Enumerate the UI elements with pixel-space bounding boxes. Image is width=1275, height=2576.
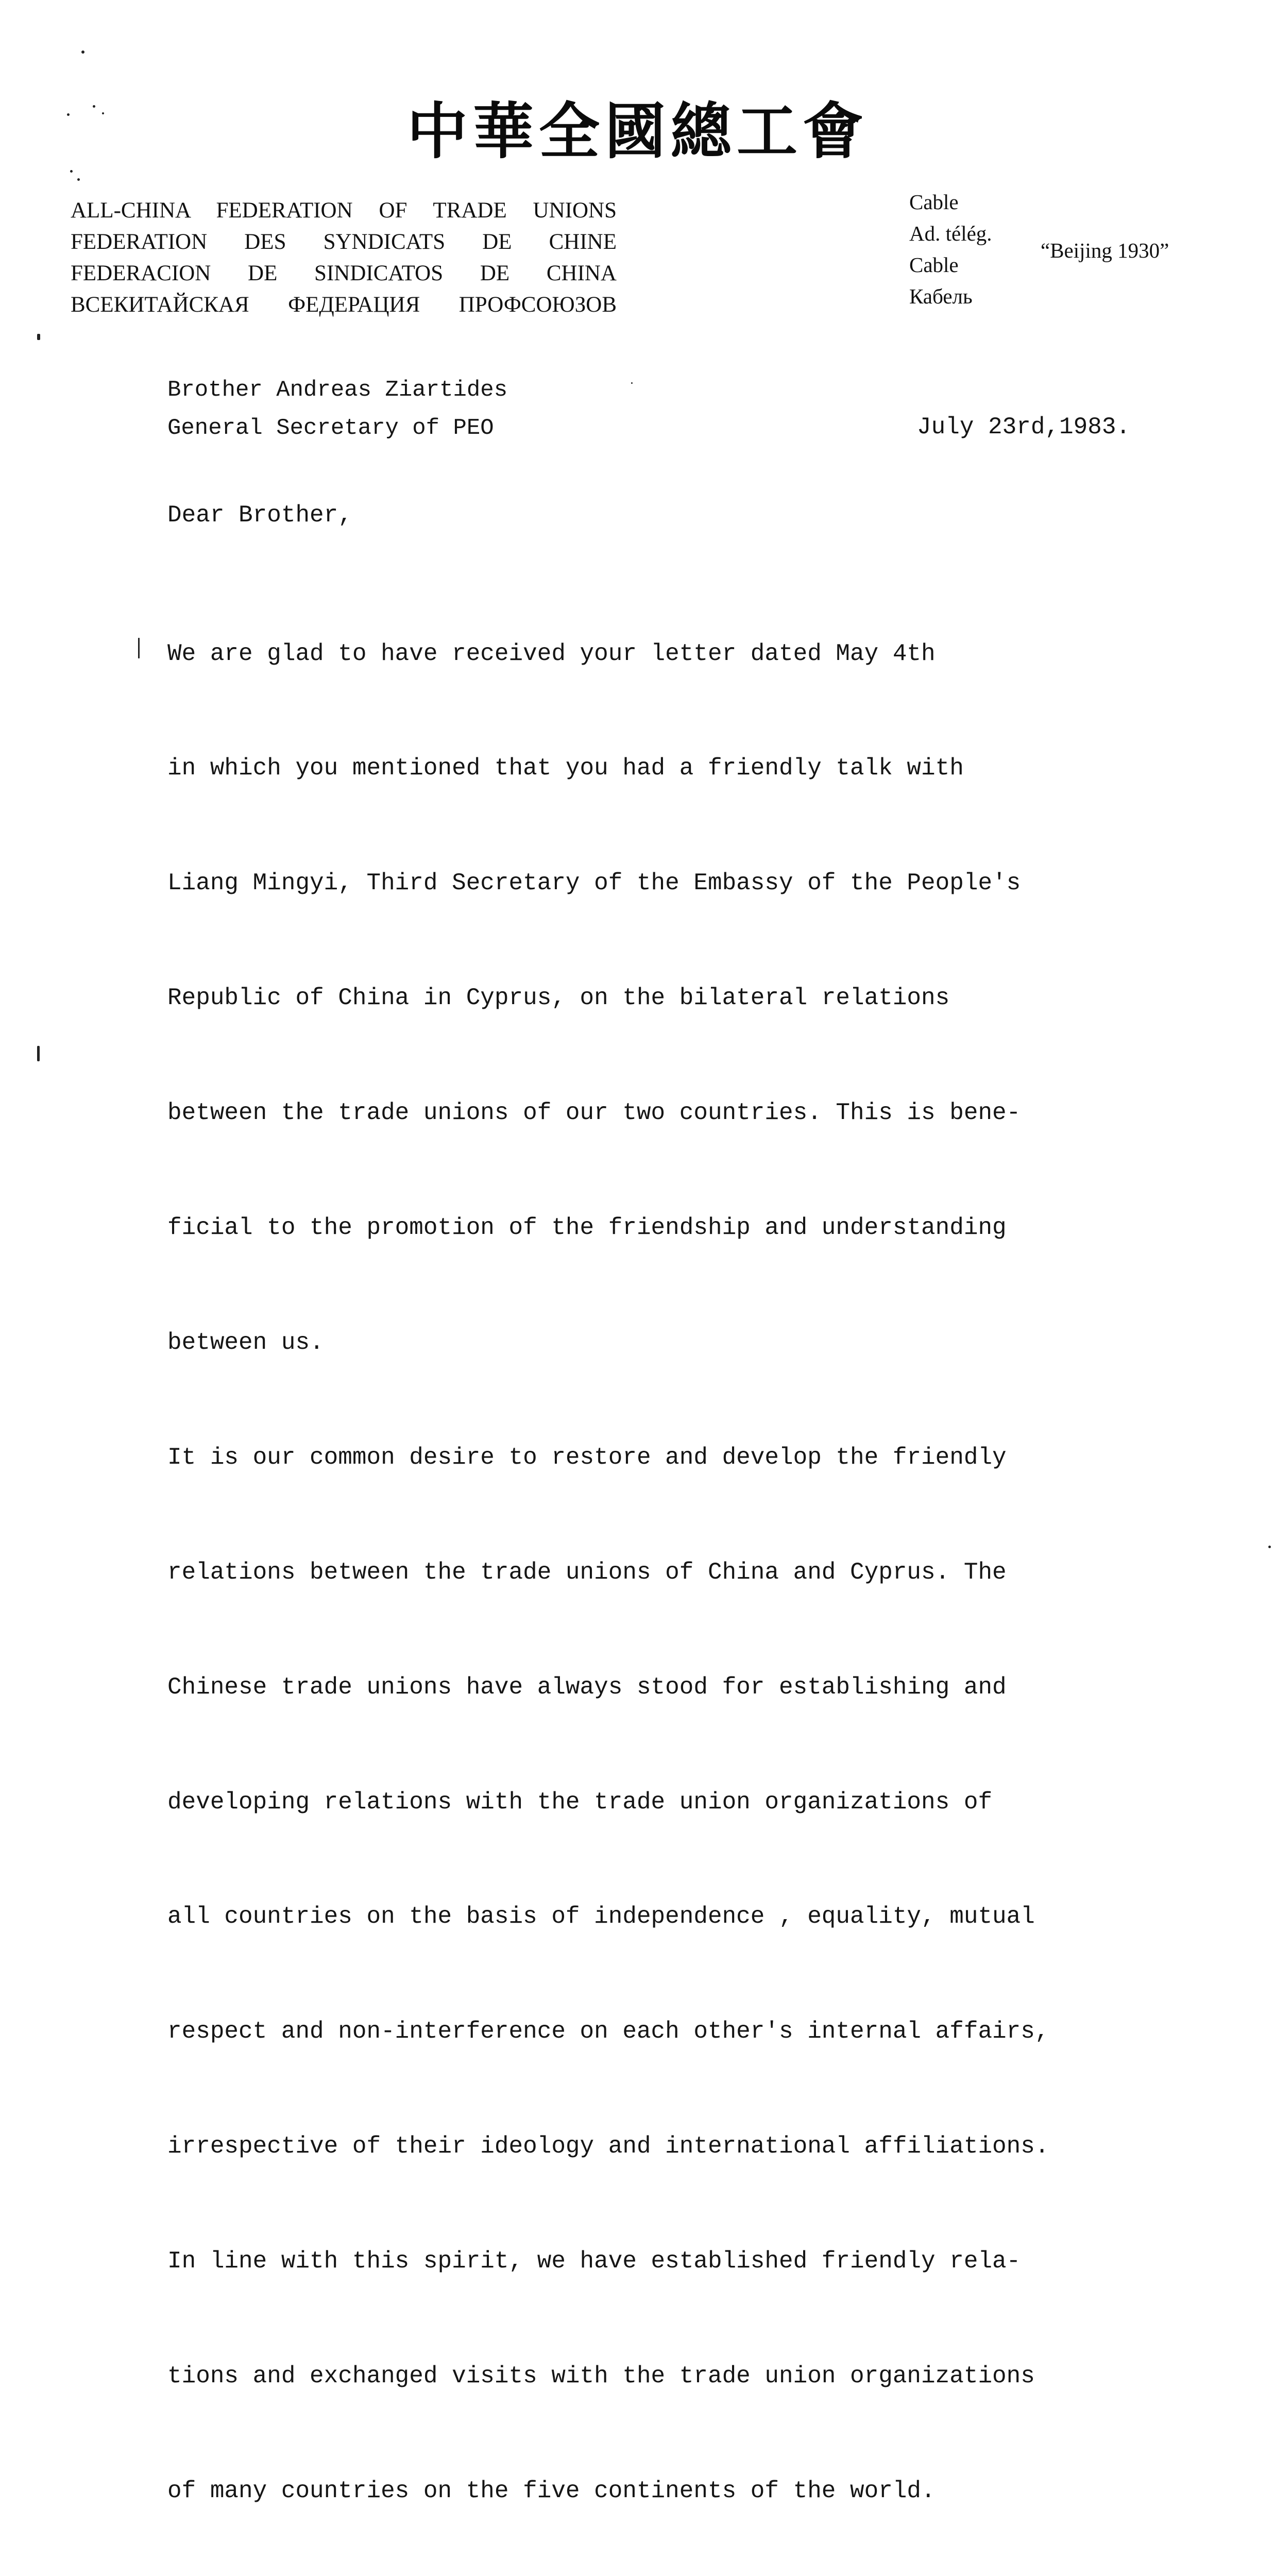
cable-label: Кабель xyxy=(909,284,973,308)
scan-speck xyxy=(93,105,95,108)
body-line: relations between the trade unions of China and Cyprus. The xyxy=(167,1558,1007,1586)
scan-speck xyxy=(631,382,633,384)
org-name-russian: ВСЕКИТАЙСКАЯ ФЕДЕРАЦИЯ ПРОФСОЮЗОВ xyxy=(71,293,617,317)
scan-speck xyxy=(138,638,140,658)
org-name-english: ALL-CHINA FEDERATION OF TRADE UNIONS xyxy=(71,198,617,223)
organization-names xyxy=(71,195,617,320)
recipient-block xyxy=(167,371,507,447)
cable-labels xyxy=(909,187,992,312)
body-line: between us. xyxy=(167,1329,324,1356)
org-name-french: FEDERATION DES SYNDICATS DE CHINE xyxy=(71,230,617,254)
body-line: We are glad to have received your letter dated May 4th xyxy=(167,640,936,667)
body-line: of many countries on the five continents of the world. xyxy=(167,2477,936,2504)
scan-speck xyxy=(37,334,40,340)
body-line: It is our common desire to restore and develop the friendly xyxy=(167,1444,1007,1471)
body-line: all countries on the basis of independence , equality, mutual xyxy=(167,1903,1035,1930)
body-line: Liang Mingyi, Third Secretary of the Embassy of the People's xyxy=(167,870,1021,897)
chinese-calligraphy-logo: 中華全國總工會 xyxy=(407,95,869,167)
org-name-spanish: FEDERACION DE SINDICATOS DE CHINA xyxy=(71,261,617,285)
body-line: in which you mentioned that you had a friendly talk with xyxy=(167,755,964,782)
body-line: ficial to the promotion of the friendship and understanding xyxy=(167,1214,1007,1242)
body-line: developing relations with the trade union organizations of xyxy=(167,1788,993,1816)
body-line: between the trade unions of our two countries. This is bene- xyxy=(167,1099,1021,1127)
body-line: respect and non-interference on each other's internal affairs, xyxy=(167,2018,1049,2045)
scan-speck xyxy=(102,112,104,114)
letter-date: July 23rd,1983. xyxy=(917,414,1131,440)
body-line: irrespective of their ideology and international affiliations. xyxy=(167,2133,1049,2160)
salutation: Dear Brother, xyxy=(167,502,352,529)
body-line: tions and exchanged visits with the trade union organizations xyxy=(167,2362,1035,2389)
body-line: In line with this spirit, we have established friendly rela- xyxy=(167,2248,1021,2275)
scan-speck xyxy=(37,1046,40,1061)
cable-label: Cable xyxy=(909,190,959,214)
body-line: Republic of China in Cyprus, on the bilateral relations xyxy=(167,985,950,1012)
cable-address: “Beijing 1930” xyxy=(1041,239,1169,262)
recipient-title: General Secretary of PEO xyxy=(167,415,494,441)
letter-body xyxy=(167,558,1157,2576)
scan-speck xyxy=(81,50,84,54)
scan-speck xyxy=(77,178,80,181)
cable-label: Cable xyxy=(909,253,959,277)
cable-label: Ad. télég. xyxy=(909,222,992,245)
body-line: Chinese trade unions have always stood for establishing and xyxy=(167,1673,1007,1701)
scan-speck xyxy=(67,113,70,116)
recipient-name: Brother Andreas Ziartides xyxy=(167,377,508,403)
scan-speck xyxy=(1268,1546,1271,1548)
scan-speck xyxy=(70,170,73,173)
